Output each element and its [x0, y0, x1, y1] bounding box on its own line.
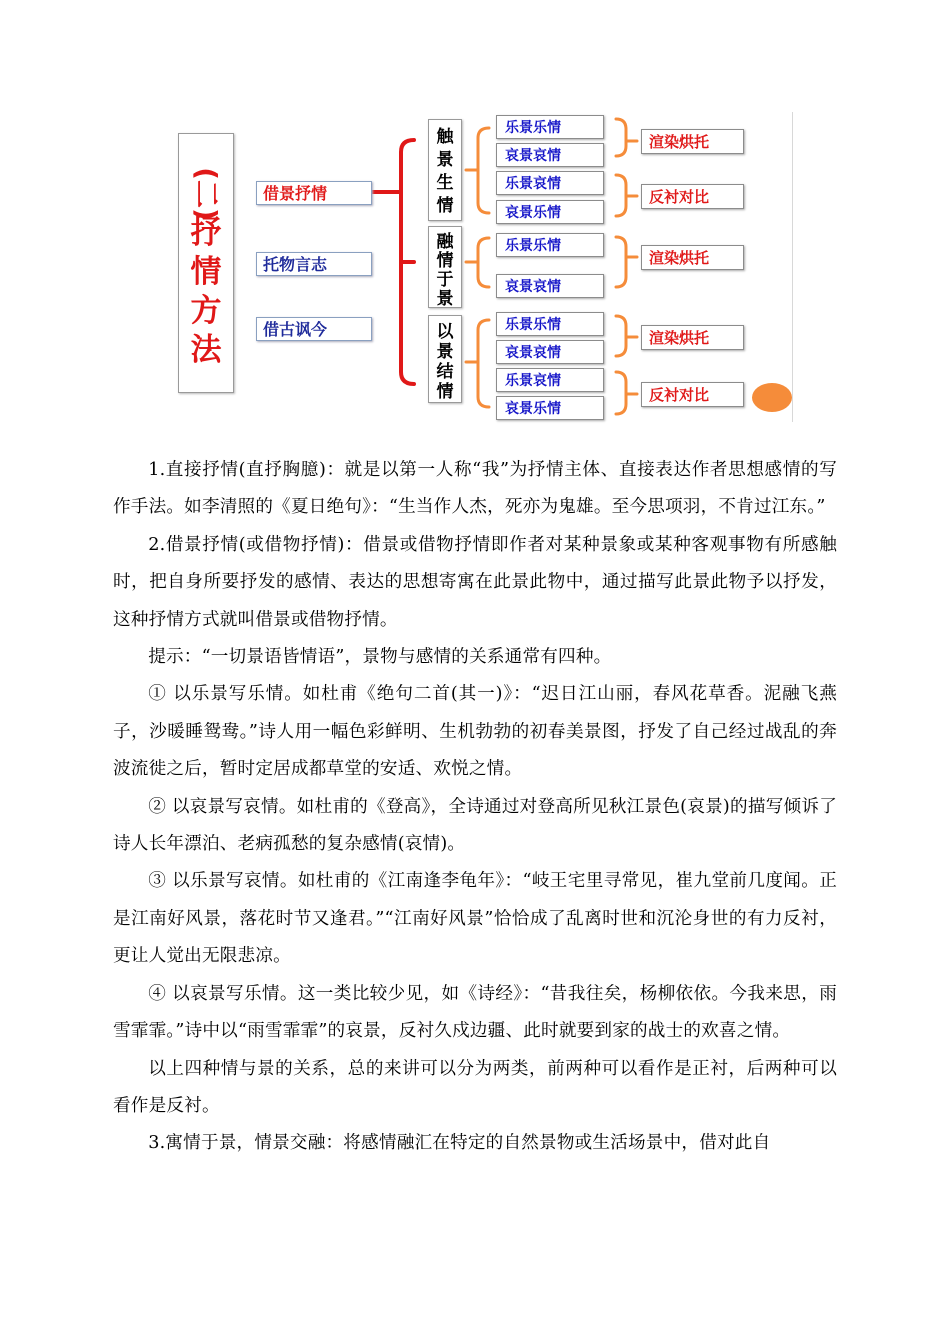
orange-oval-decoration: [752, 383, 792, 412]
paragraph-2: 2.借景抒情(或借物抒情)：借景或借物抒情即作者对某种景象或某种客观事物有所感触时，把自身所要抒发的感情、表达的思想寄寓在此景此物中，通过描写此景此物予以抒发，这种抒情方式就叫借景或借物抒情。: [113, 534, 837, 630]
leaf-8: 哀景哀情: [496, 340, 604, 364]
method-jiegu: 借古讽今: [256, 317, 372, 341]
title-char: 法: [190, 332, 222, 368]
category-chujing: 触 景 生 情: [428, 119, 462, 221]
category-rongqing: 融 情 于 景: [428, 226, 462, 308]
paragraph-3: 提示：“一切景语皆情语”，景物与感情的关系通常有四种。: [148, 647, 612, 668]
paragraph-1: 1.直接抒情(直抒胸臆)：就是以第一人称“我”为抒情主体、直接表达作者思想感情的写作手法。如李清照的《夏日绝句》：“生当作人杰，死亦为鬼雄。至今思项羽，不肯过江东。”: [113, 460, 837, 518]
paragraph-8: 以上四种情与景的关系，总的来讲可以分为两类，前两种可以看作是正衬，后两种可以看作是反衬。: [113, 1058, 837, 1116]
leaf-1: 乐景乐情: [496, 115, 604, 139]
paragraph-5: ② 以哀景写哀情。如杜甫的《登高》，全诗通过对登高所见秋江景色(哀景)的描写倾诉了诗人长年漂泊、老病孤愁的复杂感情(哀情)。: [113, 796, 837, 855]
paragraph-4: ① 以乐景写乐情。如杜甫《绝句二首(其一)》：“迟日江山丽，春风花草香。泥融飞燕子，沙暖睡鸳鸯。”诗人用一幅色彩鲜明、生机勃勃的初春美景图，抒发了自己经过战乱的奔波流徙之后，暂时定居成都草堂的安适、欢悦之情。: [113, 684, 837, 780]
leaf-9: 乐景哀情: [496, 368, 604, 392]
category-yijing: 以 景 结 情: [428, 315, 462, 403]
effect-1: 渲染烘托: [641, 129, 744, 154]
bracket-lines: [0, 0, 950, 440]
title-char: 抒: [190, 215, 222, 251]
method-tuowu: 托物言志: [256, 252, 372, 276]
paragraph-6: ③ 以乐景写哀情。如杜甫的《江南逢李龟年》：“岐王宅里寻常见，崔九堂前几度闻。正是江南好风景，落花时节又逢君。”“江南好风景”恰恰成了乱离时世和沉沦身世的有力反衬，更让人觉出无限悲凉。: [113, 871, 837, 967]
diagram-title-box: [178, 133, 234, 393]
document-body: [113, 452, 837, 1163]
lyric-methods-diagram: [0, 0, 950, 440]
leaf-4: 哀景乐情: [496, 200, 604, 224]
leaf-2: 哀景哀情: [496, 143, 604, 167]
effect-4: 渲染烘托: [641, 325, 744, 350]
title-index: (二): [190, 167, 223, 221]
effect-2: 反衬对比: [641, 184, 744, 209]
paragraph-7: ④ 以哀景写乐情。这一类比较少见，如《诗经》：“昔我往矣，杨柳依依。今我来思，雨雪霏霏。”诗中以“雨雪霏霏”的哀景，反衬久戍边疆、此时就要到家的战士的欢喜之情。: [113, 983, 837, 1042]
leaf-7: 乐景乐情: [496, 312, 604, 336]
effect-3: 渲染烘托: [641, 245, 744, 270]
title-char: 情: [190, 254, 222, 290]
leaf-5: 乐景乐情: [496, 233, 604, 257]
diagram-title: [179, 214, 233, 370]
divider-line: [792, 112, 793, 422]
leaf-10: 哀景乐情: [496, 396, 604, 420]
paragraph-9: 3.寓情于景，情景交融：将感情融汇在特定的自然景物或生活场景中，借对此自: [148, 1133, 771, 1154]
leaf-3: 乐景哀情: [496, 171, 604, 195]
method-jiejing: 借景抒情: [256, 181, 372, 205]
effect-5: 反衬对比: [641, 382, 744, 407]
title-char: 方: [190, 293, 222, 329]
leaf-6: 哀景哀情: [496, 274, 604, 298]
